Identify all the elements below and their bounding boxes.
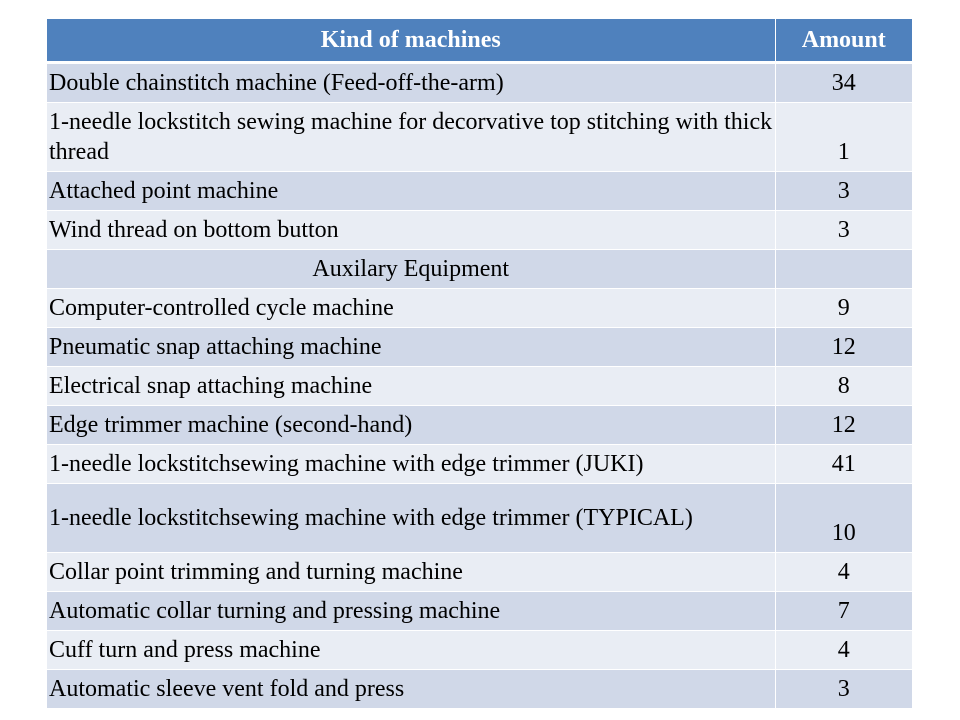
header-amount: Amount xyxy=(775,19,912,63)
machine-amount: 41 xyxy=(775,445,912,484)
machine-name: Collar point trimming and turning machine xyxy=(47,553,775,592)
table-row xyxy=(47,553,912,592)
table-row xyxy=(47,592,912,631)
machine-amount: 8 xyxy=(775,367,912,406)
machine-amount xyxy=(775,250,912,289)
table-row xyxy=(47,172,912,211)
machine-name: Computer-controlled cycle machine xyxy=(47,289,775,328)
machine-name: Edge trimmer machine (second-hand) xyxy=(47,406,775,445)
table-header-row xyxy=(47,19,912,63)
machine-amount: 3 xyxy=(775,670,912,709)
machine-name: Double chainstitch machine (Feed-off-the-arm) xyxy=(47,63,775,103)
table-row xyxy=(47,328,912,367)
machine-amount: 1 xyxy=(775,103,912,172)
machine-amount: 4 xyxy=(775,631,912,670)
table-row xyxy=(47,445,912,484)
machine-amount: 12 xyxy=(775,406,912,445)
machine-name: Cuff turn and press machine xyxy=(47,631,775,670)
machine-amount: 4 xyxy=(775,553,912,592)
section-title: Auxilary Equipment xyxy=(47,250,775,289)
machine-name: 1-needle lockstitch sewing machine for decorvative top stitching with thick thread xyxy=(47,103,775,172)
section-row-auxiliary xyxy=(47,250,912,289)
machine-name: Wind thread on bottom button xyxy=(47,211,775,250)
machine-name: Pneumatic snap attaching machine xyxy=(47,328,775,367)
machine-name: 1-needle lockstitchsewing machine with edge trimmer (TYPICAL) xyxy=(47,484,775,553)
machine-amount: 9 xyxy=(775,289,912,328)
table-row xyxy=(47,406,912,445)
table-row xyxy=(47,631,912,670)
table-row xyxy=(47,670,912,709)
machine-name: Attached point machine xyxy=(47,172,775,211)
machine-name: Electrical snap attaching machine xyxy=(47,367,775,406)
machine-amount: 10 xyxy=(775,484,912,553)
header-kind-of-machines: Kind of machines xyxy=(47,19,775,63)
table-row xyxy=(47,211,912,250)
machine-name: 1-needle lockstitchsewing machine with edge trimmer (JUKI) xyxy=(47,445,775,484)
table-row xyxy=(47,103,912,172)
machine-amount: 7 xyxy=(775,592,912,631)
machine-name: Automatic collar turning and pressing machine xyxy=(47,592,775,631)
machine-amount: 3 xyxy=(775,172,912,211)
table-row xyxy=(47,63,912,103)
machine-name: Automatic sleeve vent fold and press xyxy=(47,670,775,709)
machine-amount: 12 xyxy=(775,328,912,367)
machine-amount: 3 xyxy=(775,211,912,250)
table-row xyxy=(47,289,912,328)
table-row xyxy=(47,367,912,406)
machine-amount: 34 xyxy=(775,63,912,103)
table-row xyxy=(47,484,912,553)
machines-table xyxy=(47,19,912,709)
